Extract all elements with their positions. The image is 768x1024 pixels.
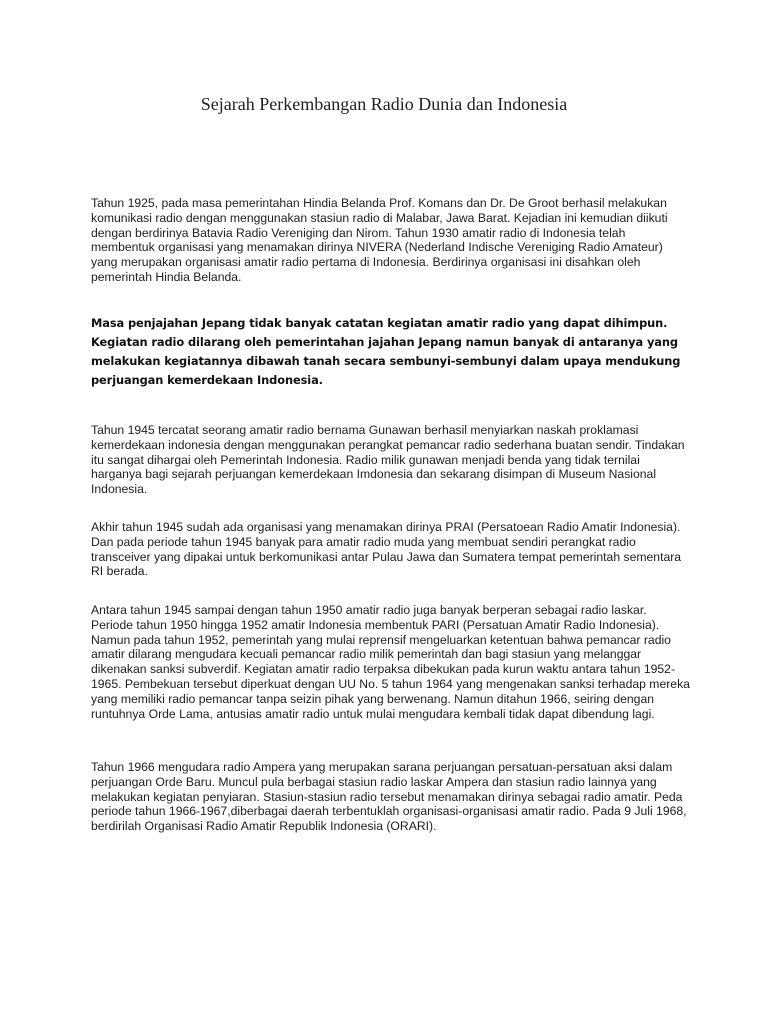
paragraph-1945-gunawan: Tahun 1945 tercatat seorang amatir radio bernama Gunawan berhasil menyiarkan naskah proklamasi kemerdekaan indonesia dengan menggunakan perangkat pemancar radio sederhana buatan sendir. Tindakan itu sangat dihargai oleh Pemerintah Indonesia. Radio milik gunawan menjadi benda yang tidak ternilai harganya bagi sejarah perjuangan kemerdekaan Imdonesia dan sekarang disimpan di Museum Nasional Indonesia. (91, 423, 685, 497)
paragraph-japanese-occupation: Masa penjajahan Jepang tidak banyak catatan kegiatan amatir radio yang dapat dihimpun. Kegiatan radio dilarang oleh pemerintahan jajahan Jepang namun banyak di antaranya yang melakukan kegiatannya dibawah tanah secara sembunyi-sembunyi dalam upaya mendukung perjuangan kemerdekaan Indonesia. (91, 316, 681, 387)
paragraph-1925: Tahun 1925, pada masa pemerintahan Hindia Belanda Prof. Komans dan Dr. De Groot berhasil melakukan komunikasi radio dengan menggunakan stasiun radio di Malabar, Jawa Barat. Kejadian ini kemudian diikuti dengan berdirinya Batavia Radio Vereniging dan Nirom. Tahun 1930 amatir radio di Indonesia telah membentuk organisasi yang menamakan dirinya NIVERA (Nederland Indische Vereniging Radio Amateur) yang merupakan organisasi amatir radio pertama di Indonesia. Berdirinya organisasi ini disahkan oleh pemerintah Hindia Belanda. (91, 196, 668, 284)
paragraph-1945-prai: Akhir tahun 1945 sudah ada organisasi yang menamakan dirinya PRAI (Persatoean Radio Amatir Indonesia). Dan pada periode tahun 1945 banyak para amatir radio muda yang membuat sendiri perangkat radio transceiver yang dipakai untuk berkomunikasi antar Pulau Jawa dan Sumatera tempat pemerintah sementara RI berada. (91, 520, 682, 579)
document-title: Sejarah Perkembangan Radio Dunia dan Indonesia (200, 94, 568, 114)
paragraph-1945-1950: Antara tahun 1945 sampai dengan tahun 1950 amatir radio juga banyak berperan sebagai radio laskar. Periode tahun 1950 hingga 1952 amatir Indonesia membentuk PARI (Persatuan Amatir Radio Indonesia). Namun pada tahun 1952, pemerintah yang mulai reprensif mengeluarkan ketentuan bahwa pemancar radio amatir dilarang mengudara kecuali pemancar radio milik pemerintah dan bagi stasiun yang melanggar dikenakan sanksi subverdif. Kegiatan amatir radio terpaksa dibekukan pada kurun waktu antara tahun 1952-1965. Pembekuan tersebut diperkuat dengan UU No. 5 tahun 1964 yang mengenakan sanksi terhadap mereka yang memiliki radio pemancar tanpa seizin pihak yang berwenang. Namun ditahun 1966, seiring dengan runtuhnya Orde Lama, antusias amatir radio untuk mulai mengudara kembali tidak dapat dibendung lagi. (91, 603, 690, 721)
paragraph-1966-ampera: Tahun 1966 mengudara radio Ampera yang merupakan sarana perjuangan persatuan-persatuan aksi dalam perjuangan Orde Baru. Muncul pula berbagai stasiun radio laskar Ampera dan stasiun radio lainnya yang melakukan kegiatan penyiaran. Stasiun-stasiun radio tersebut menamakan dirinya sebagai radio amatir. Peda periode tahun 1966-1967,diberbagai daerah terbentuklah organisasi-organisasi amatir radio. Pada 9 Juli 1968, berdirilah Organisasi Radio Amatir Republik Indonesia (ORARI). (91, 760, 687, 834)
